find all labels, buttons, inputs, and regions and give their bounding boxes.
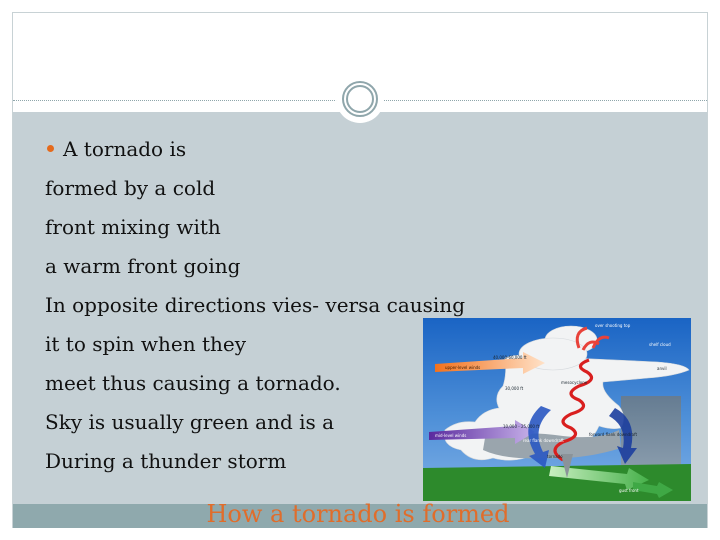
divider-ornament-inner-ring (346, 85, 374, 113)
text-line-7: meet thus causing a tornado. (45, 371, 341, 395)
label-overshoot: over shooting top (595, 323, 631, 328)
bullet-icon (47, 145, 54, 152)
label-upper-winds: upper-level winds (445, 365, 481, 370)
label-mesocyclone: mesocyclone (561, 380, 588, 385)
label-mid-winds: mid-level winds (435, 433, 467, 438)
label-alt-10000: 10,000 - 25,000 ft (503, 424, 540, 429)
label-shelf-cloud: shelf cloud (649, 342, 671, 347)
text-line-2: formed by a cold (45, 176, 216, 200)
label-tornado: tornado (547, 454, 563, 459)
text-line-6: it to spin when they (45, 332, 247, 356)
text-line-1: A tornado is (63, 137, 187, 161)
text-line-4: a warm front going (45, 254, 241, 278)
label-anvil: anvil (657, 366, 667, 371)
label-rear-flank: rear flank downdraft (523, 438, 564, 443)
label-alt-30000: 30,000 ft (505, 386, 524, 391)
text-line-5: In opposite directions vies- versa causing (45, 293, 465, 317)
bullet-line (45, 130, 565, 169)
text-line-8: Sky is usually green and is a (45, 410, 335, 434)
text-line-9: During a thunder storm (45, 449, 287, 473)
text-line-3: front mixing with (45, 215, 221, 239)
label-anvil-level: 40,000-60,000 ft (493, 355, 527, 360)
slide-caption: How a tornado is formed (206, 500, 510, 528)
label-gust-front: gust front (619, 488, 639, 493)
tornado-diagram (423, 318, 691, 501)
label-forward-flank: forward flank downdraft (589, 432, 638, 437)
